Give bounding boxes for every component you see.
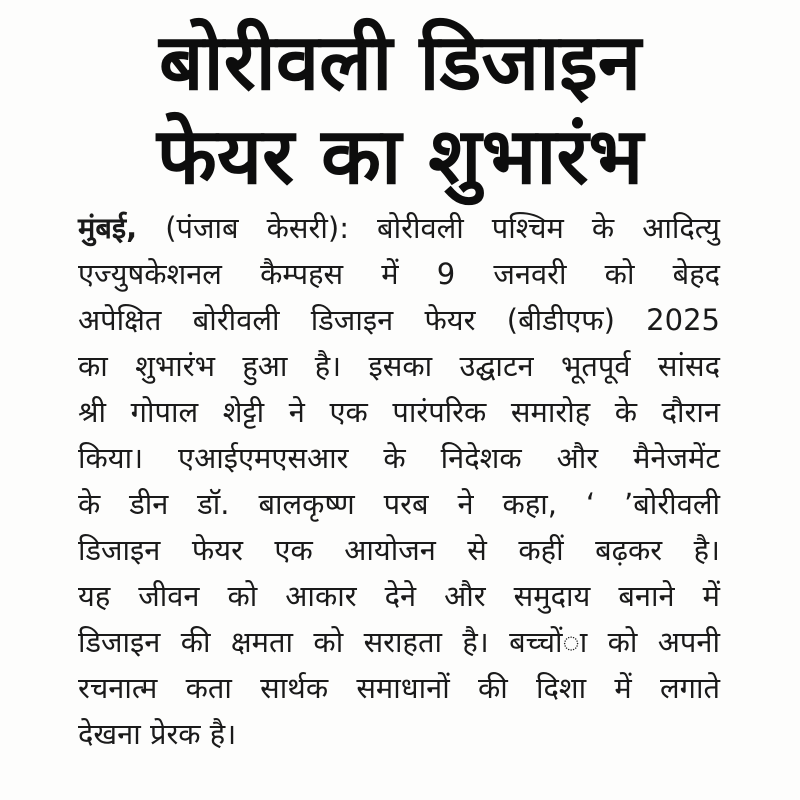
article-line-8: डिजाइन फेयर एक आयोजन से कहीं बढ़कर है।: [78, 533, 720, 567]
headline-line-1: बोरीवली डिजाइन: [158, 18, 642, 108]
article-line-9: यह जीवन को आकार देने और समुदाय बनाने में: [78, 579, 720, 613]
article-line-12: देखना प्रेरक है।: [78, 717, 237, 751]
article-line-11: रचनात्म कता सार्थक समाधानों की दिशा में लगाते: [78, 671, 720, 705]
article-dateline: मुंबई,: [78, 211, 138, 245]
article-line-4: का शुभारंभ हुआ है। इसका उद्घाटन भूतपूर्व सांसद: [78, 349, 720, 383]
article-line-5: श्री गोपाल शेट्टी ने एक पारंपरिक समारोह के दौरान: [78, 395, 720, 429]
article-line-1-text: (पंजाब केसरी): बोरीवली पश्चिम के आदित्यु: [137, 211, 720, 245]
article-line-3: अपेक्षित बोरीवली डिजाइन फेयर (बीडीएफ) 2025: [78, 303, 720, 337]
headline-line-2: फेयर का शुभारंभ: [156, 112, 644, 202]
article-line-2: एज्युषकेशनल कैम्पहस में 9 जनवरी को बेहद: [78, 257, 720, 291]
article-line-10: डिजाइन की क्षमता को सराहता है। बच्चोंा को अपनी: [78, 625, 720, 659]
article-line-1: [78, 211, 720, 245]
article-line-7: के डीन डॉ. बालकृष्ण परब ने कहा, ‘ ’बोरीवली: [78, 487, 720, 521]
article-line-6: किया। एआईएमएसआर के निदेशक और मैनेजमेंट: [78, 441, 720, 475]
